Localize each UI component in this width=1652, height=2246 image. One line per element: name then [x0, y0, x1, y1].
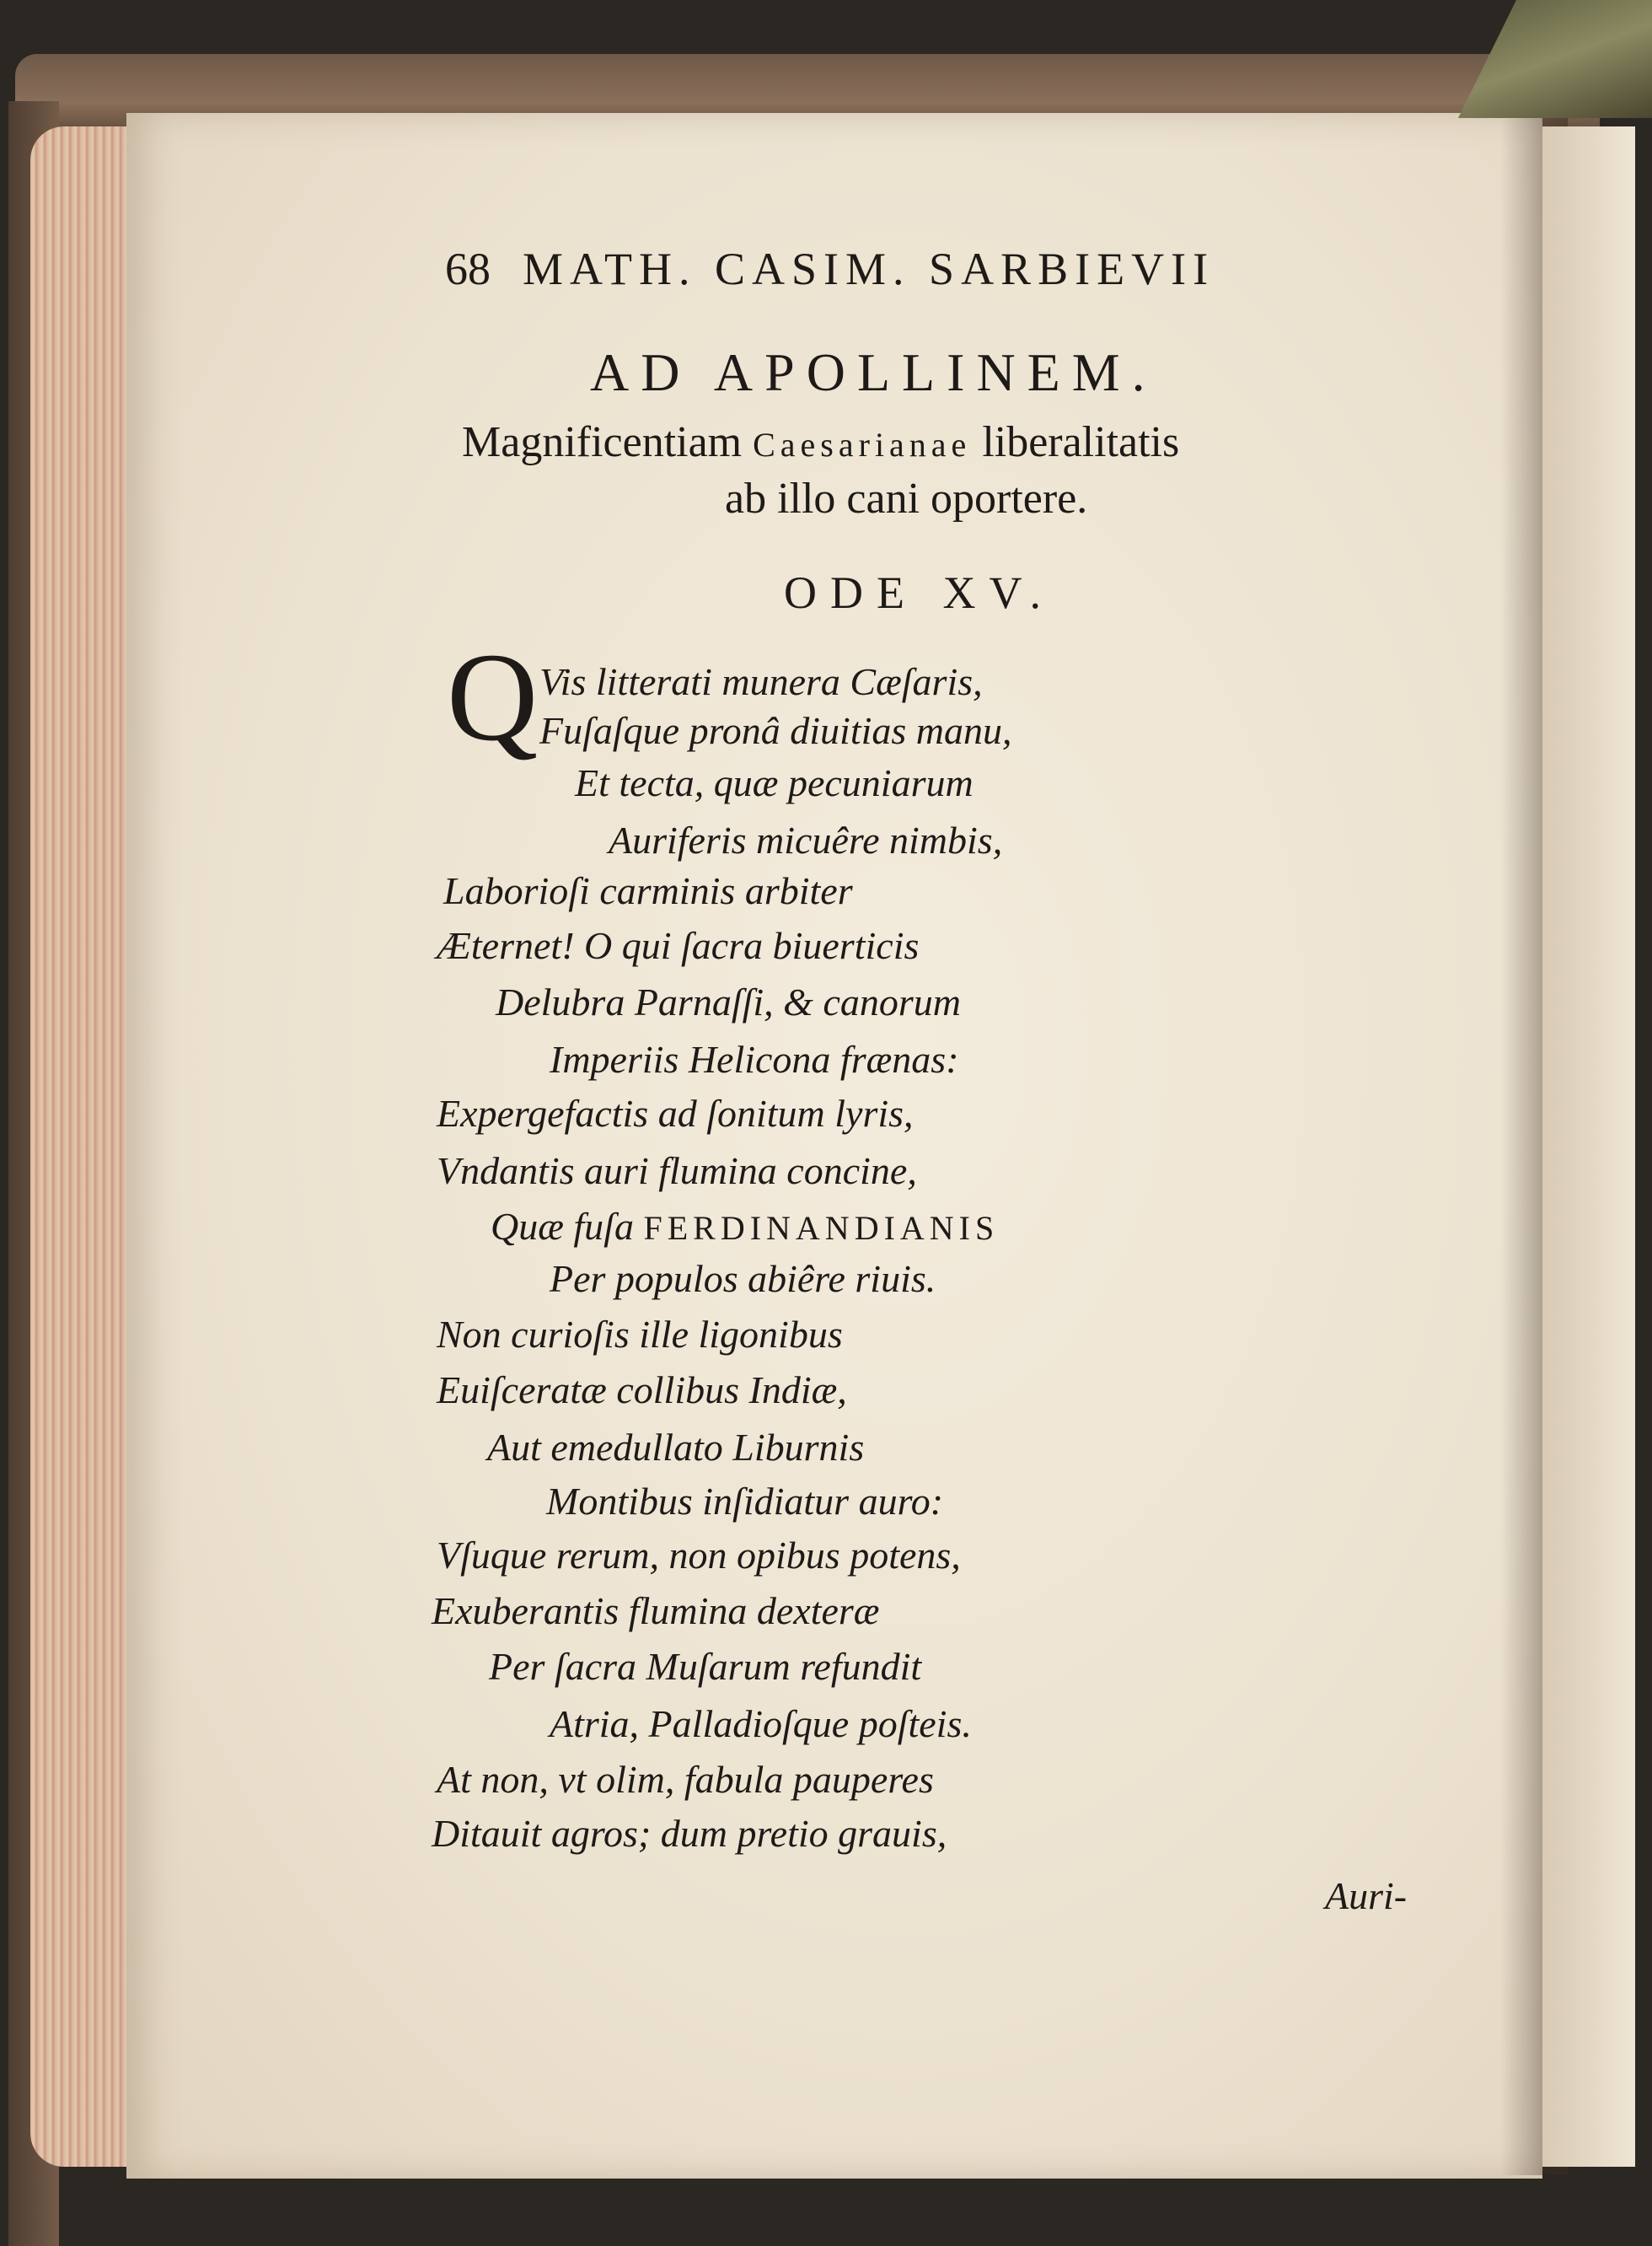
drop-cap: Q [447, 627, 539, 767]
verse-line: Laborioſi carminis arbiter [443, 869, 853, 912]
verse-line: Ditauit agros; dum pretio grauis, [432, 1812, 947, 1855]
verse-line: At non, vt olim, fabula pauperes [437, 1758, 934, 1801]
ode-heading: ODE XV. [784, 567, 1055, 618]
subtitle-text: Magnificentiam [462, 418, 754, 466]
subtitle-small-caps: Caesarianae [753, 426, 972, 464]
verse-line: Euiſceratæ collibus Indiæ, [437, 1368, 847, 1411]
catchword: Auri- [1325, 1874, 1408, 1917]
running-head [445, 243, 1215, 295]
subtitle-line-2: ab illo cani oportere. [725, 475, 1088, 523]
verse-line: Fuſaſque pronâ diuitias manu, [539, 709, 1012, 752]
subtitle-text: liberalitatis [971, 418, 1180, 466]
verse-line: Montibus inſidiatur auro: [546, 1480, 944, 1523]
verse-line: Delubra Parnaſſi, & canorum [496, 981, 961, 1024]
facing-page-edge [1542, 126, 1635, 2167]
verse-line: Vndantis auri flumina concine, [437, 1149, 917, 1192]
poem-title: AD APOLLINEM. [590, 342, 1157, 402]
verse-line: Vis litterati munera Cæſaris, [539, 660, 983, 703]
ribbon-bookmark [1458, 0, 1652, 118]
verse-line [491, 1204, 999, 1249]
verse-line: Atria, Palladioſque poſteis. [550, 1702, 972, 1745]
verse-line: Auriferis micuêre nimbis, [609, 819, 1003, 862]
verse-line: Exuberantis flumina dexteræ [432, 1589, 880, 1632]
verse-line: Et tecta, quæ pecuniarum [575, 761, 974, 804]
verse-line: Imperiis Helicona frænas: [550, 1038, 959, 1081]
page-number: 68 [445, 244, 491, 294]
verse-line: Aut emedullato Liburnis [487, 1426, 865, 1469]
verse-line: Per ſacra Muſarum refundit [489, 1645, 922, 1688]
verse-text: Quæ fuſa [491, 1205, 634, 1248]
verse-line: Per populos abiêre riuis. [550, 1257, 936, 1300]
verse-line: Vſuque rerum, non opibus potens, [437, 1534, 961, 1577]
verse-line: Non curioſis ille ligonibus [437, 1313, 843, 1356]
subtitle-line-1 [462, 417, 1179, 467]
verse-line: Expergefactis ad ſonitum lyris, [437, 1092, 914, 1135]
running-head-text: MATH. CASIM. SARBIEVII [523, 244, 1215, 294]
verse-small-caps: FERDINANDIANIS [643, 1209, 1000, 1247]
verse-line: Æternet! O qui ſacra biuerticis [437, 924, 920, 967]
